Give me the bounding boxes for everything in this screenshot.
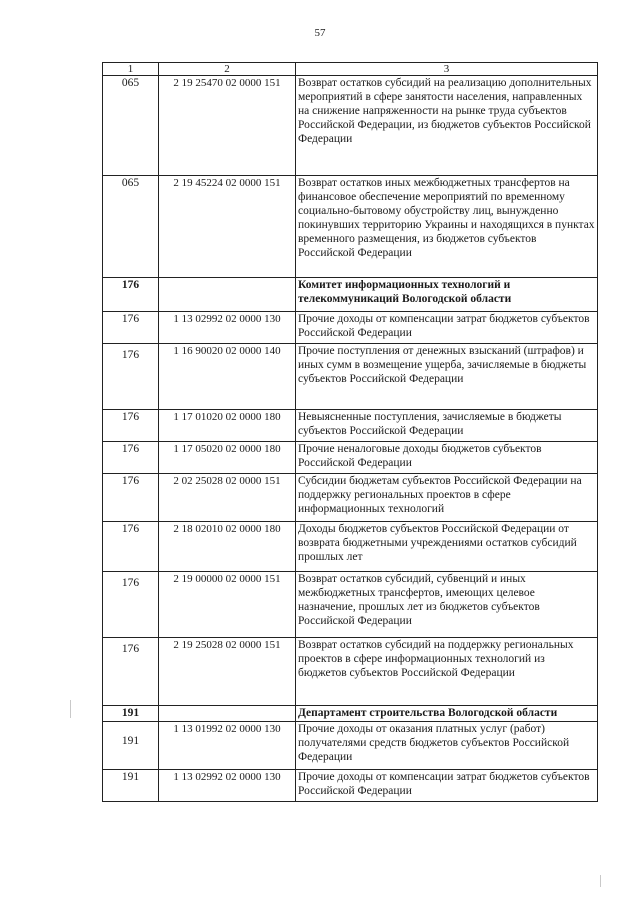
table-row — [103, 176, 598, 278]
column-header-name: 3 — [296, 63, 598, 76]
section-title-cell: Департамент строительства Вологодской области — [296, 706, 598, 722]
scan-margin-mark — [70, 700, 71, 718]
budget-code-cell: 1 17 01020 02 0000 180 — [159, 410, 296, 442]
budget-code-cell — [159, 706, 296, 722]
budget-code-cell: 2 18 02010 02 0000 180 — [159, 522, 296, 572]
revenue-name-cell: Прочие неналоговые доходы бюджетов субъектов Российской Федерации — [296, 442, 598, 474]
admin-code-cell: 176 — [103, 638, 159, 706]
revenue-name-cell: Возврат остатков иных межбюджетных трансфертов на финансовое обеспечение мероприятий по временному социально-бытовому обустройству лиц, вынужденно покинувших территорию Украины и находящихся в пунктах временного размещения, из бюджетов субъектов Российской Федерации — [296, 176, 598, 278]
budget-code-cell: 1 13 02992 02 0000 130 — [159, 312, 296, 344]
admin-code-cell: 176 — [103, 474, 159, 522]
table-row — [103, 344, 598, 410]
table-row — [103, 522, 598, 572]
table-section-row — [103, 706, 598, 722]
budget-code-cell: 1 16 90020 02 0000 140 — [159, 344, 296, 410]
revenue-name-cell: Невыясненные поступления, зачисляемые в бюджеты субъектов Российской Федерации — [296, 410, 598, 442]
admin-code-cell: 191 — [103, 722, 159, 770]
column-header-admin: 1 — [103, 63, 159, 76]
section-title-cell: Комитет информационных технологий и телекоммуникаций Вологодской области — [296, 278, 598, 312]
column-header-code: 2 — [159, 63, 296, 76]
admin-code-cell: 176 — [103, 522, 159, 572]
scan-margin-mark — [600, 875, 601, 887]
budget-code-cell: 1 13 02992 02 0000 130 — [159, 770, 296, 802]
revenue-name-cell: Доходы бюджетов субъектов Российской Федерации от возврата бюджетными учреждениями остатков субсидий прошлых лет — [296, 522, 598, 572]
budget-code-cell: 2 19 45224 02 0000 151 — [159, 176, 296, 278]
admin-code-cell: 176 — [103, 344, 159, 410]
revenue-name-cell: Прочие поступления от денежных взысканий (штрафов) и иных сумм в возмещение ущерба, зачисляемые в бюджеты субъектов Российской Федерации — [296, 344, 598, 410]
budget-code-cell — [159, 278, 296, 312]
admin-code-cell: 176 — [103, 312, 159, 344]
table-section-row — [103, 278, 598, 312]
revenue-name-cell: Возврат остатков субсидий на поддержку региональных проектов в сфере информационных технологий из бюджетов субъектов Российской Федерации — [296, 638, 598, 706]
budget-code-cell: 2 19 00000 02 0000 151 — [159, 572, 296, 638]
table-row — [103, 312, 598, 344]
admin-code-cell: 065 — [103, 76, 159, 176]
revenue-name-cell: Прочие доходы от оказания платных услуг (работ) получателями средств бюджетов субъектов Российской Федерации — [296, 722, 598, 770]
table-row — [103, 474, 598, 522]
admin-code-cell: 176 — [103, 572, 159, 638]
table-row — [103, 638, 598, 706]
table-row — [103, 76, 598, 176]
table-row — [103, 410, 598, 442]
page-number: 57 — [314, 27, 326, 39]
budget-codes-table — [102, 62, 598, 802]
table-row — [103, 722, 598, 770]
budget-code-cell: 2 19 25470 02 0000 151 — [159, 76, 296, 176]
table-row — [103, 442, 598, 474]
table-row — [103, 770, 598, 802]
revenue-name-cell: Возврат остатков субсидий на реализацию дополнительных мероприятий в сфере занятости населения, направленных на снижение напряженности на рынке труда субъектов Российской Федерации, из бюджетов субъектов Российской Федерации — [296, 76, 598, 176]
admin-code-cell: 191 — [103, 770, 159, 802]
budget-code-cell: 1 13 01992 02 0000 130 — [159, 722, 296, 770]
revenue-name-cell: Прочие доходы от компенсации затрат бюджетов субъектов Российской Федерации — [296, 312, 598, 344]
revenue-name-cell: Возврат остатков субсидий, субвенций и иных межбюджетных трансфертов, имеющих целевое назначение, прошлых лет из бюджетов субъектов Российской Федерации — [296, 572, 598, 638]
revenue-name-cell: Прочие доходы от компенсации затрат бюджетов субъектов Российской Федерации — [296, 770, 598, 802]
table-row — [103, 572, 598, 638]
budget-code-cell: 1 17 05020 02 0000 180 — [159, 442, 296, 474]
admin-code-cell: 065 — [103, 176, 159, 278]
admin-code-cell: 176 — [103, 278, 159, 312]
admin-code-cell: 176 — [103, 442, 159, 474]
budget-code-cell: 2 19 25028 02 0000 151 — [159, 638, 296, 706]
table-header-row — [103, 63, 598, 76]
revenue-name-cell: Субсидии бюджетам субъектов Российской Федерации на поддержку региональных проектов в сфере информационных технологий — [296, 474, 598, 522]
admin-code-cell: 191 — [103, 706, 159, 722]
budget-code-cell: 2 02 25028 02 0000 151 — [159, 474, 296, 522]
admin-code-cell: 176 — [103, 410, 159, 442]
